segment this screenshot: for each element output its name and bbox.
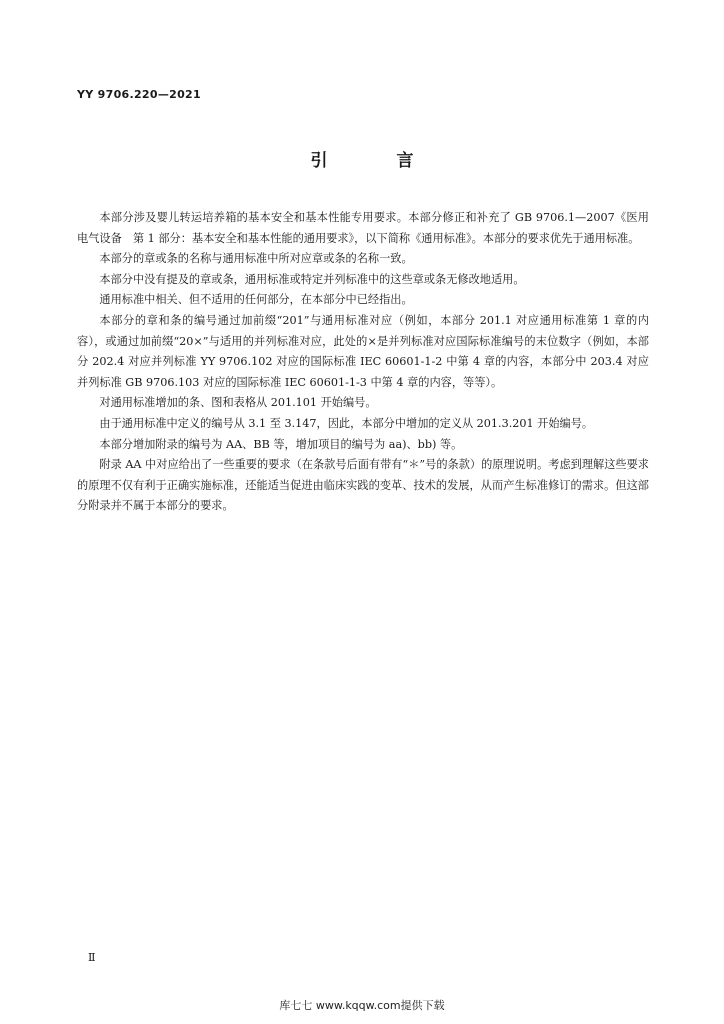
page-title: 引 言 [310,151,440,171]
document-body [77,208,649,517]
paragraph: 对通用标准增加的条、图和表格从 201.101 开始编号。 [99,396,377,410]
paragraph: 本部分增加附录的编号为 AA、BB 等，增加项目的编号为 aa)、bb) 等。 [99,437,463,451]
paragraph: 本部分的章和条的编号通过加前缀“201”与通用标准对应（例如，本部分 201.1 对应通用标准第 1 章的内容），或通过加前缀“20×”与适用的并列标准对应，此处的×是并列标准对应国际标准编号的末位数字（例如，本部分 202.4 对应并列标准 YY 9706.102 对应的国际标准 IEC 60601-1-2 中第 4 章的内容，本部分中 203.4 对应并列标准 GB 9706.103 对应的国际标准 IEC 60601-1-3 中第 4 章的内容，等等）。 [77,313,649,389]
paragraph: 本部分涉及婴儿转运培养箱的基本安全和基本性能专用要求。本部分修正和补充了 GB 9706.1—2007《医用电气设备 第 1 部分：基本安全和基本性能的通用要求》，以下简称《通用标准》。本部分的要求优先于通用标准。 [77,211,649,245]
paragraph: 本部分中没有提及的章或条，通用标准或特定并列标准中的这些章或条无修改地适用。 [99,272,525,286]
page-number: Ⅱ [88,951,96,964]
paragraph: 本部分的章或条的名称与通用标准中所对应章或条的名称一致。 [99,252,413,266]
paragraph: 通用标准中相关、但不适用的任何部分，在本部分中已经指出。 [99,293,413,307]
paragraph: 由于通用标准中定义的编号从 3.1 至 3.147，因此，本部分中增加的定义从 201.3.201 开始编号。 [99,416,594,430]
paragraph: 附录 AA 中对应给出了一些重要的要求（在条款号后面有带有“＊”号的条款）的原理说明。考虑到理解这些要求的原理不仅有利于正确实施标准，还能适当促进由临床实践的变革、技术的发展，从而产生标准修订的需求。但这部分附录并不属于本部分的要求。 [77,458,649,513]
download-watermark: 库七七 www.kqqw.com提供下载 [279,999,445,1012]
standard-code: YY 9706.220—2021 [77,88,201,101]
